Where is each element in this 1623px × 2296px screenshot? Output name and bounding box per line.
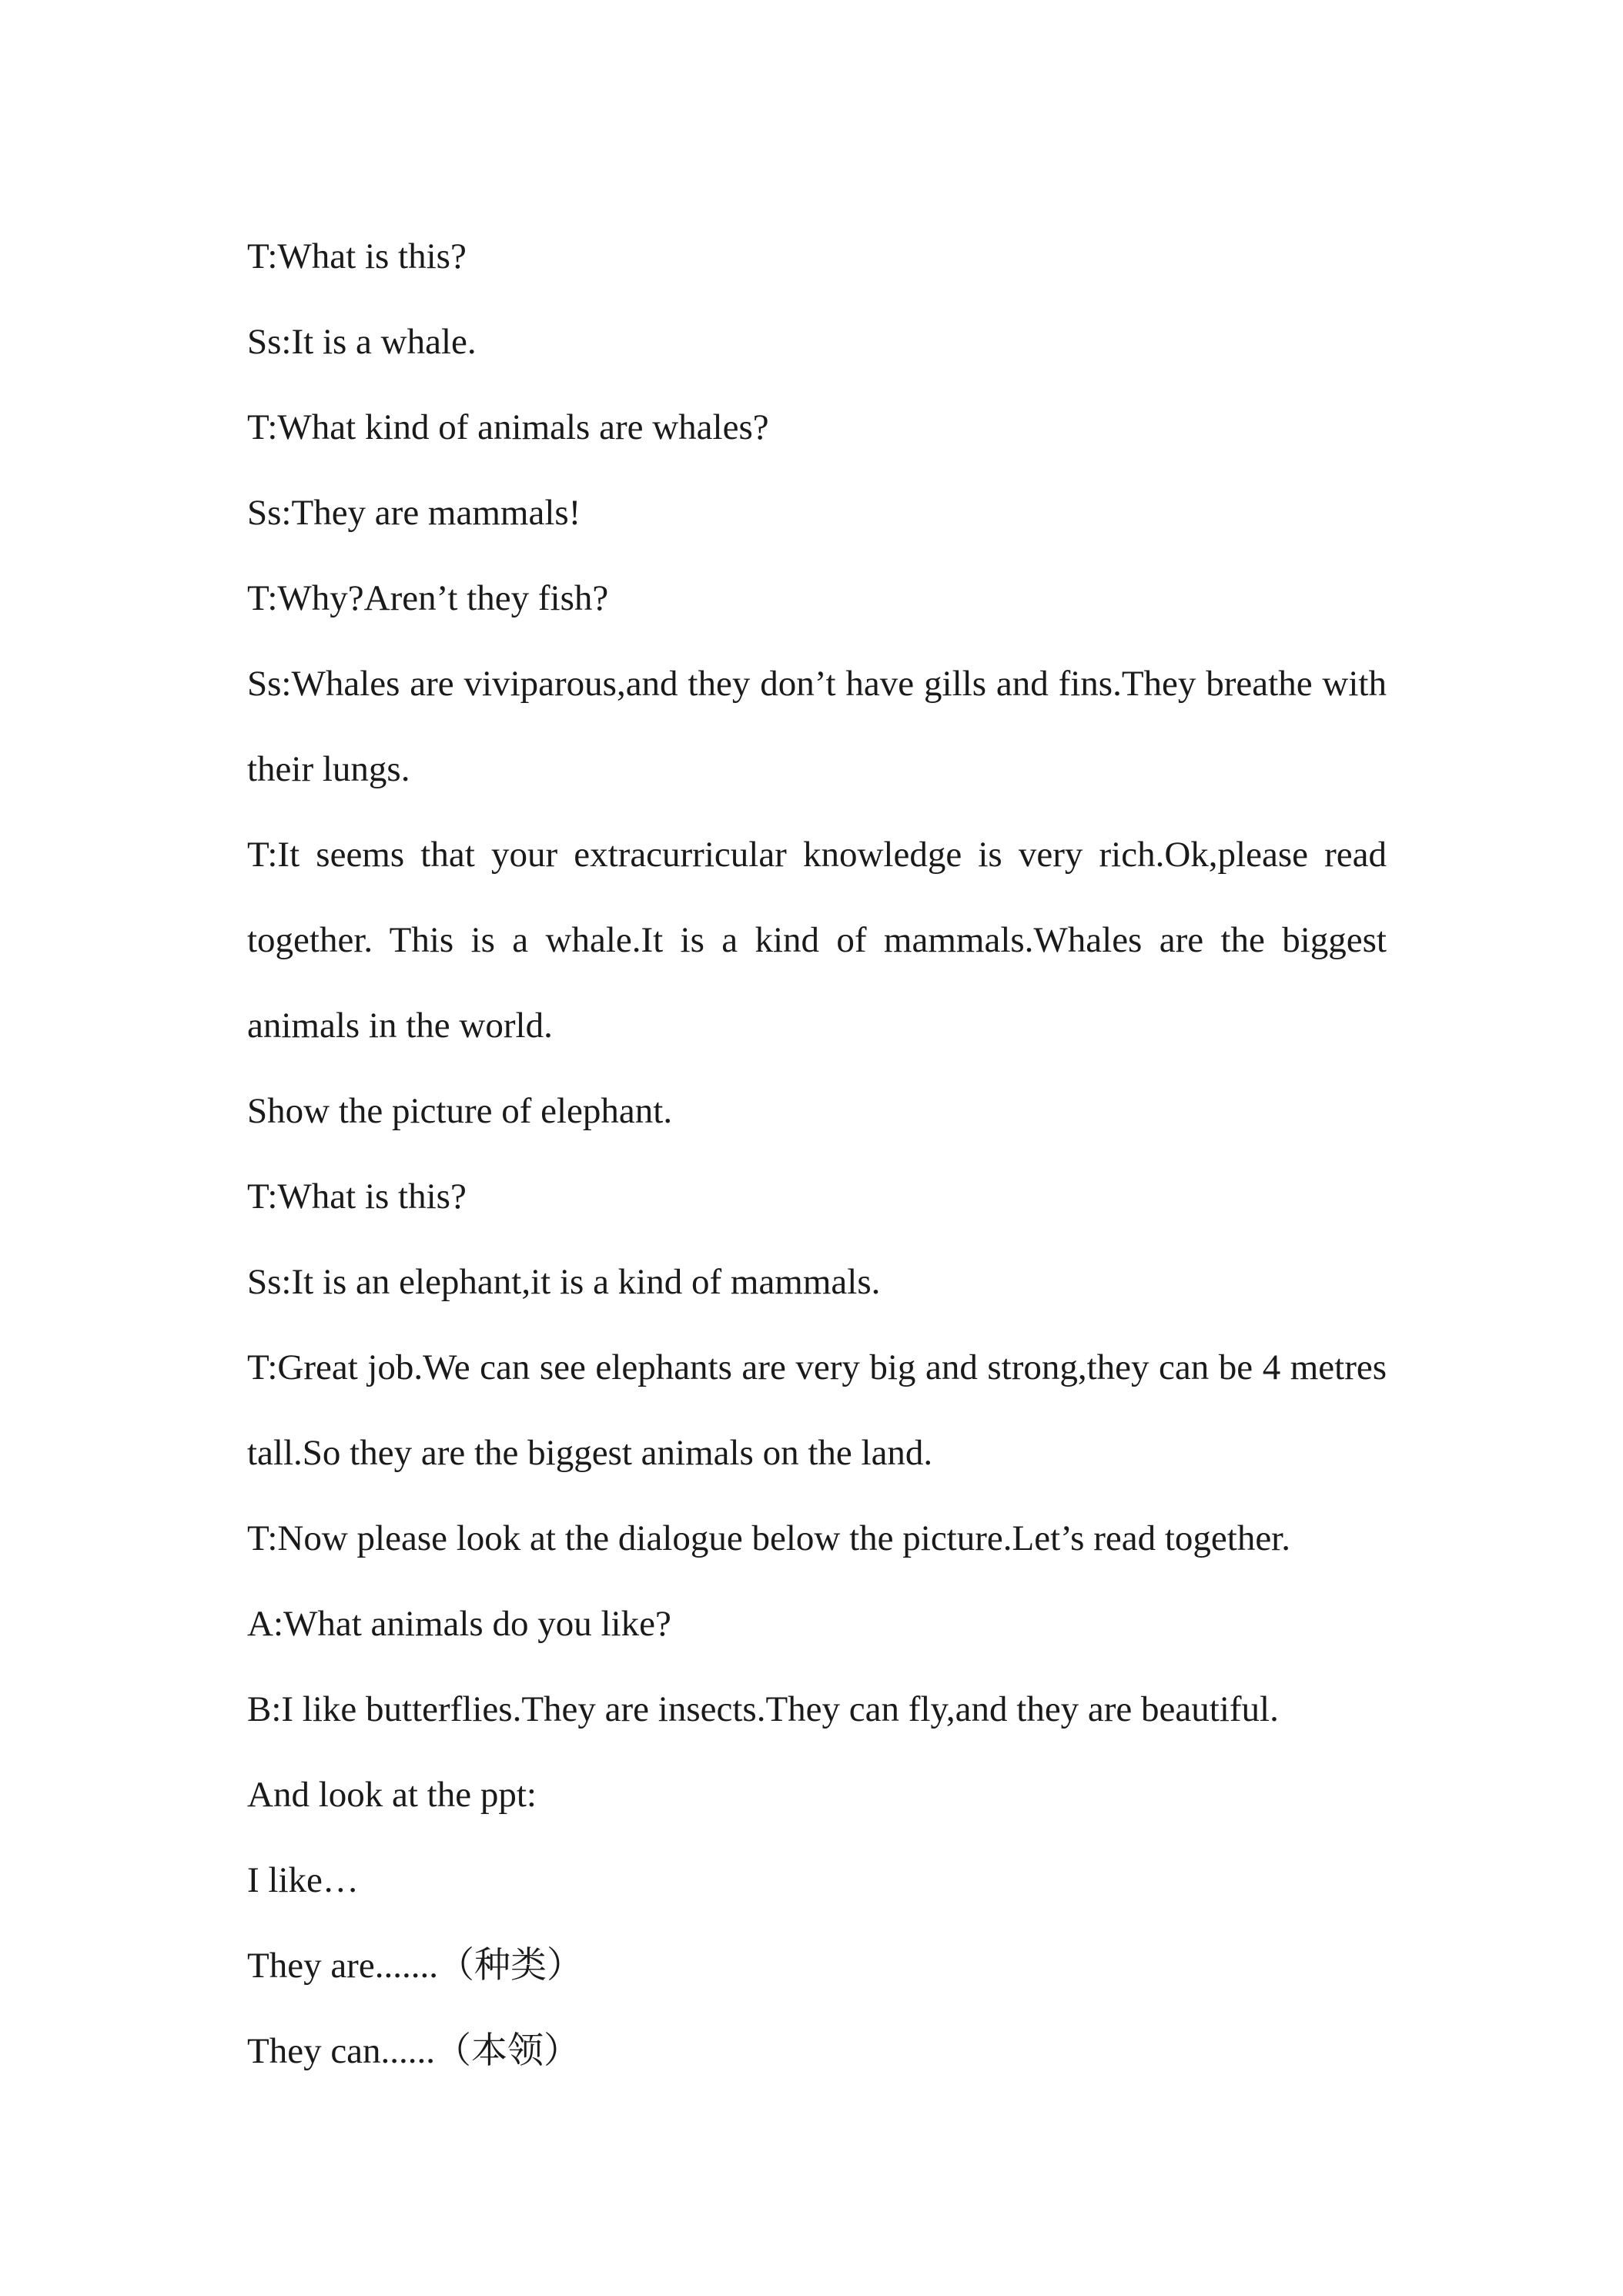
dialogue-line: Ss:It is an elephant,it is a kind of mammals. [247,1262,881,1302]
sentence-frame-line: They can......（本领） [247,2031,581,2071]
dialogue-paragraph: T:It seems that your extracurricular knowledge is very rich.Ok,please read together. This is a whale.It is a kind of mammals.Whales are the biggest animals in the world. [247,835,1387,1046]
dialogue-paragraph: Ss:Whales are viviparous,and they don’t have gills and fins.They breathe with their lungs. [247,664,1387,789]
instruction-line: Show the picture of elephant. [247,1091,673,1131]
dialogue-line: T:What is this? [247,236,467,276]
dialogue-line: B:I like butterflies.They are insects.They can fly,and they are beautiful. [247,1689,1279,1729]
dialogue-line: A:What animals do you like? [247,1604,671,1644]
sentence-frame-line: I like… [247,1860,359,1900]
dialogue-line: Ss:They are mammals! [247,493,581,533]
document-body [247,214,1387,2094]
dialogue-line: T:Why?Aren’t they fish? [247,578,609,618]
dialogue-paragraph: T:Great job.We can see elephants are very big and strong,they can be 4 metres tall.So they are the biggest animals on the land. [247,1347,1387,1473]
dialogue-line: Ss:It is a whale. [247,322,477,362]
sentence-frame-line: They are.......（种类） [247,1946,583,1986]
dialogue-line: T:What kind of animals are whales? [247,407,769,447]
dialogue-line: T:What is this? [247,1176,467,1217]
dialogue-line: T:Now please look at the dialogue below the picture.Let’s read together. [247,1518,1290,1558]
instruction-line: And look at the ppt: [247,1775,537,1815]
